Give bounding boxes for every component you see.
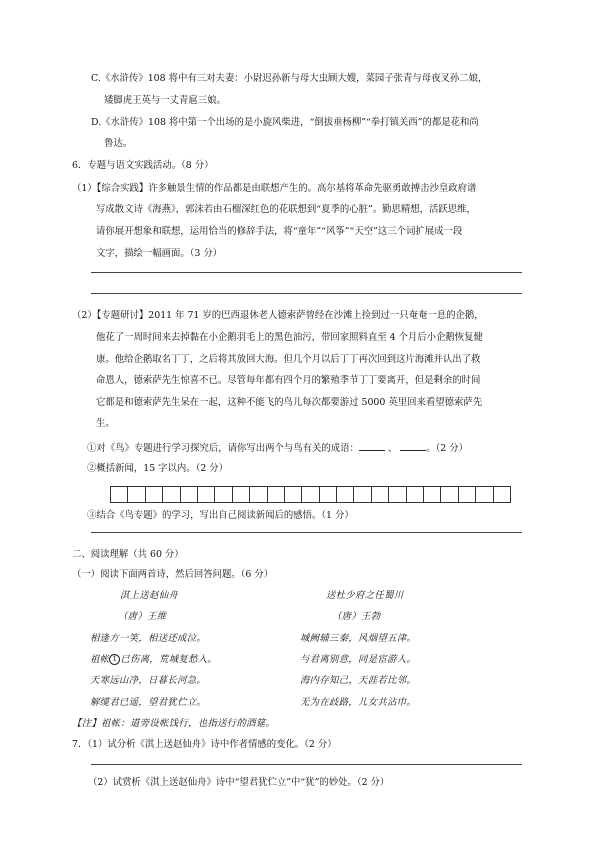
q6-title: 6．专题与语文实践活动。（8 分） <box>72 160 214 171</box>
q6-part1-line: （1）【综合实践】许多触景生情的作品都是由联想产生的。高尔基将革命先驱勇敢搏击沙皇政府谱 <box>72 183 477 194</box>
q6-sub1-separator: 、 <box>387 443 398 454</box>
option-d-line1 <box>91 117 479 129</box>
option-d-label: D. <box>91 117 102 128</box>
answer-grid[interactable] <box>110 486 511 503</box>
grid-cell[interactable] <box>145 486 163 503</box>
q6-sub1 <box>87 441 468 455</box>
q6-part2-line: 命恩人，德索萨先生惊喜不已。尽管每年都有四个月的繁殖季节丁丁要离开，但是剩余的时间 <box>96 375 481 386</box>
q6-part1-line: 请你展开想象和联想，运用恰当的修辞手法，将“童年”“风筝”“天空”这三个词扩展成一段 <box>96 226 463 237</box>
poem1-line-end: 已伤离，荒城复愁入。 <box>120 654 218 665</box>
idiom-blank-1[interactable] <box>359 441 385 451</box>
grid-cell[interactable] <box>162 486 180 503</box>
section2-subtitle: （一）阅读下面两首诗，然后回答问题。（6 分） <box>72 569 274 580</box>
grid-cell[interactable] <box>249 486 267 503</box>
grid-cell[interactable] <box>336 486 354 503</box>
q6-part2-line: 生。 <box>96 418 115 429</box>
answer-line[interactable] <box>91 272 522 273</box>
poem2-line: 无为在歧路，儿女共沾巾。 <box>300 697 417 708</box>
poem1-line <box>90 654 217 666</box>
grid-cell[interactable] <box>388 486 406 503</box>
q6-part2-line: 康。他给企鹅取名丁丁，之后将其放回大海。但几个月以后丁丁再次回到这片海滩并认出了救 <box>96 354 481 365</box>
q6-sub1-prompt: ①对《鸟》专题进行学习探究后，请你写出两个与鸟有关的成语： <box>87 443 359 454</box>
q6-sub3: ③结合《鸟专题》的学习，写出自己阅读新闻后的感悟。（1 分） <box>87 510 354 521</box>
answer-line[interactable] <box>91 293 522 294</box>
poem2-line: 与君离别意，同是宦游人。 <box>300 654 417 665</box>
q6-sub2: ②概括新闻，15 字以内。（2 分） <box>87 463 229 474</box>
grid-cell[interactable] <box>301 486 319 503</box>
grid-cell[interactable] <box>406 486 424 503</box>
poem1-line-start: 祖帐 <box>90 654 110 665</box>
grid-cell[interactable] <box>319 486 337 503</box>
option-c-text: 《水浒传》108 将中有三对夫妻：小尉迟孙新与母大虫顾大嫂，菜园子张青与母夜叉孙二娘， <box>100 73 488 84</box>
section2-title: 二、阅读理解（共 60 分） <box>72 549 184 560</box>
poem1-title: 淇上送赵仙舟 <box>120 590 179 601</box>
grid-cell[interactable] <box>197 486 215 503</box>
grid-cell[interactable] <box>423 486 441 503</box>
q6-part2-line: （2）【专题研讨】2011 年 71 岁的巴西退休老人德索萨曾经在沙滩上捡到过一只奄奄一息的企鹅， <box>72 310 484 321</box>
q6-part2-line: 他花了一周时间来去掉黏在小企鹅羽毛上的黑色油污，带回家照料直至 4 个月后小企鹅恢复健 <box>96 332 483 343</box>
option-d-text: 《水浒传》108 将中第一个出场的是小旋风柴进，“倒拔垂杨柳”“拳打镇关西”的都是花和尚 <box>101 117 479 128</box>
q7-part1: 7．（1）试分析《淇上送赵仙舟》诗中作者情感的变化。（2 分） <box>72 739 337 750</box>
poem1-line: 相逢方一笑，相送还成泣。 <box>90 633 207 644</box>
option-c-line1 <box>91 73 487 85</box>
grid-cell[interactable] <box>110 486 128 503</box>
grid-cell[interactable] <box>180 486 198 503</box>
poem2-line: 海内存知己，天涯若比邻。 <box>300 675 417 686</box>
poem1-line: 解缆君已遥，望君犹伫立。 <box>90 697 207 708</box>
grid-cell[interactable] <box>267 486 285 503</box>
poem2-title: 送杜少府之任蜀川 <box>326 590 404 601</box>
poem1-author: （唐）王维 <box>118 611 167 622</box>
q6-part1-line: 文字，描绘一幅画面。（3 分） <box>96 248 223 259</box>
poem1-line: 天寒远山净，日暮长河急。 <box>90 675 207 686</box>
grid-cell[interactable] <box>214 486 232 503</box>
option-c-line2: 矮脚虎王英与一丈青扈三娘。 <box>104 95 226 106</box>
poem2-line: 城阙辅三秦，风烟望五津。 <box>300 633 417 644</box>
grid-cell[interactable] <box>440 486 458 503</box>
grid-cell[interactable] <box>284 486 302 503</box>
idiom-blank-2[interactable] <box>400 441 426 451</box>
poem2-author: （唐）王勃 <box>332 611 381 622</box>
option-d-line2: 鲁达。 <box>104 138 133 149</box>
grid-cell[interactable] <box>127 486 145 503</box>
grid-cell[interactable] <box>458 486 476 503</box>
grid-cell[interactable] <box>232 486 250 503</box>
grid-cell[interactable] <box>353 486 371 503</box>
grid-cell[interactable] <box>493 486 511 503</box>
q6-part1-line: 写成散文诗《海燕》，郭沫若由石榴深红色的花联想到“夏季的心脏”。勤思精想，活跃思维， <box>96 204 476 215</box>
q6-part2-line: 它都是和德索萨先生呆在一起，这种不能飞的鸟儿每次都要游过 5000 英里回来看望德索萨先 <box>96 397 483 408</box>
grid-cell[interactable] <box>475 486 493 503</box>
q7-part2: （2）试赏析《淇上送赵仙舟》诗中“望君犹伫立”中“犹”的妙处。（2 分） <box>88 777 390 788</box>
answer-line[interactable] <box>91 532 522 533</box>
q6-sub1-score: 。（2 分） <box>426 443 469 454</box>
grid-cell[interactable] <box>371 486 389 503</box>
option-c-label: C. <box>91 73 101 84</box>
poem-note: 【注】祖帐：道旁设帐饯行，也指送行的酒筵。 <box>72 718 276 729</box>
note-marker: 1 <box>109 654 120 665</box>
answer-line[interactable] <box>91 764 522 765</box>
